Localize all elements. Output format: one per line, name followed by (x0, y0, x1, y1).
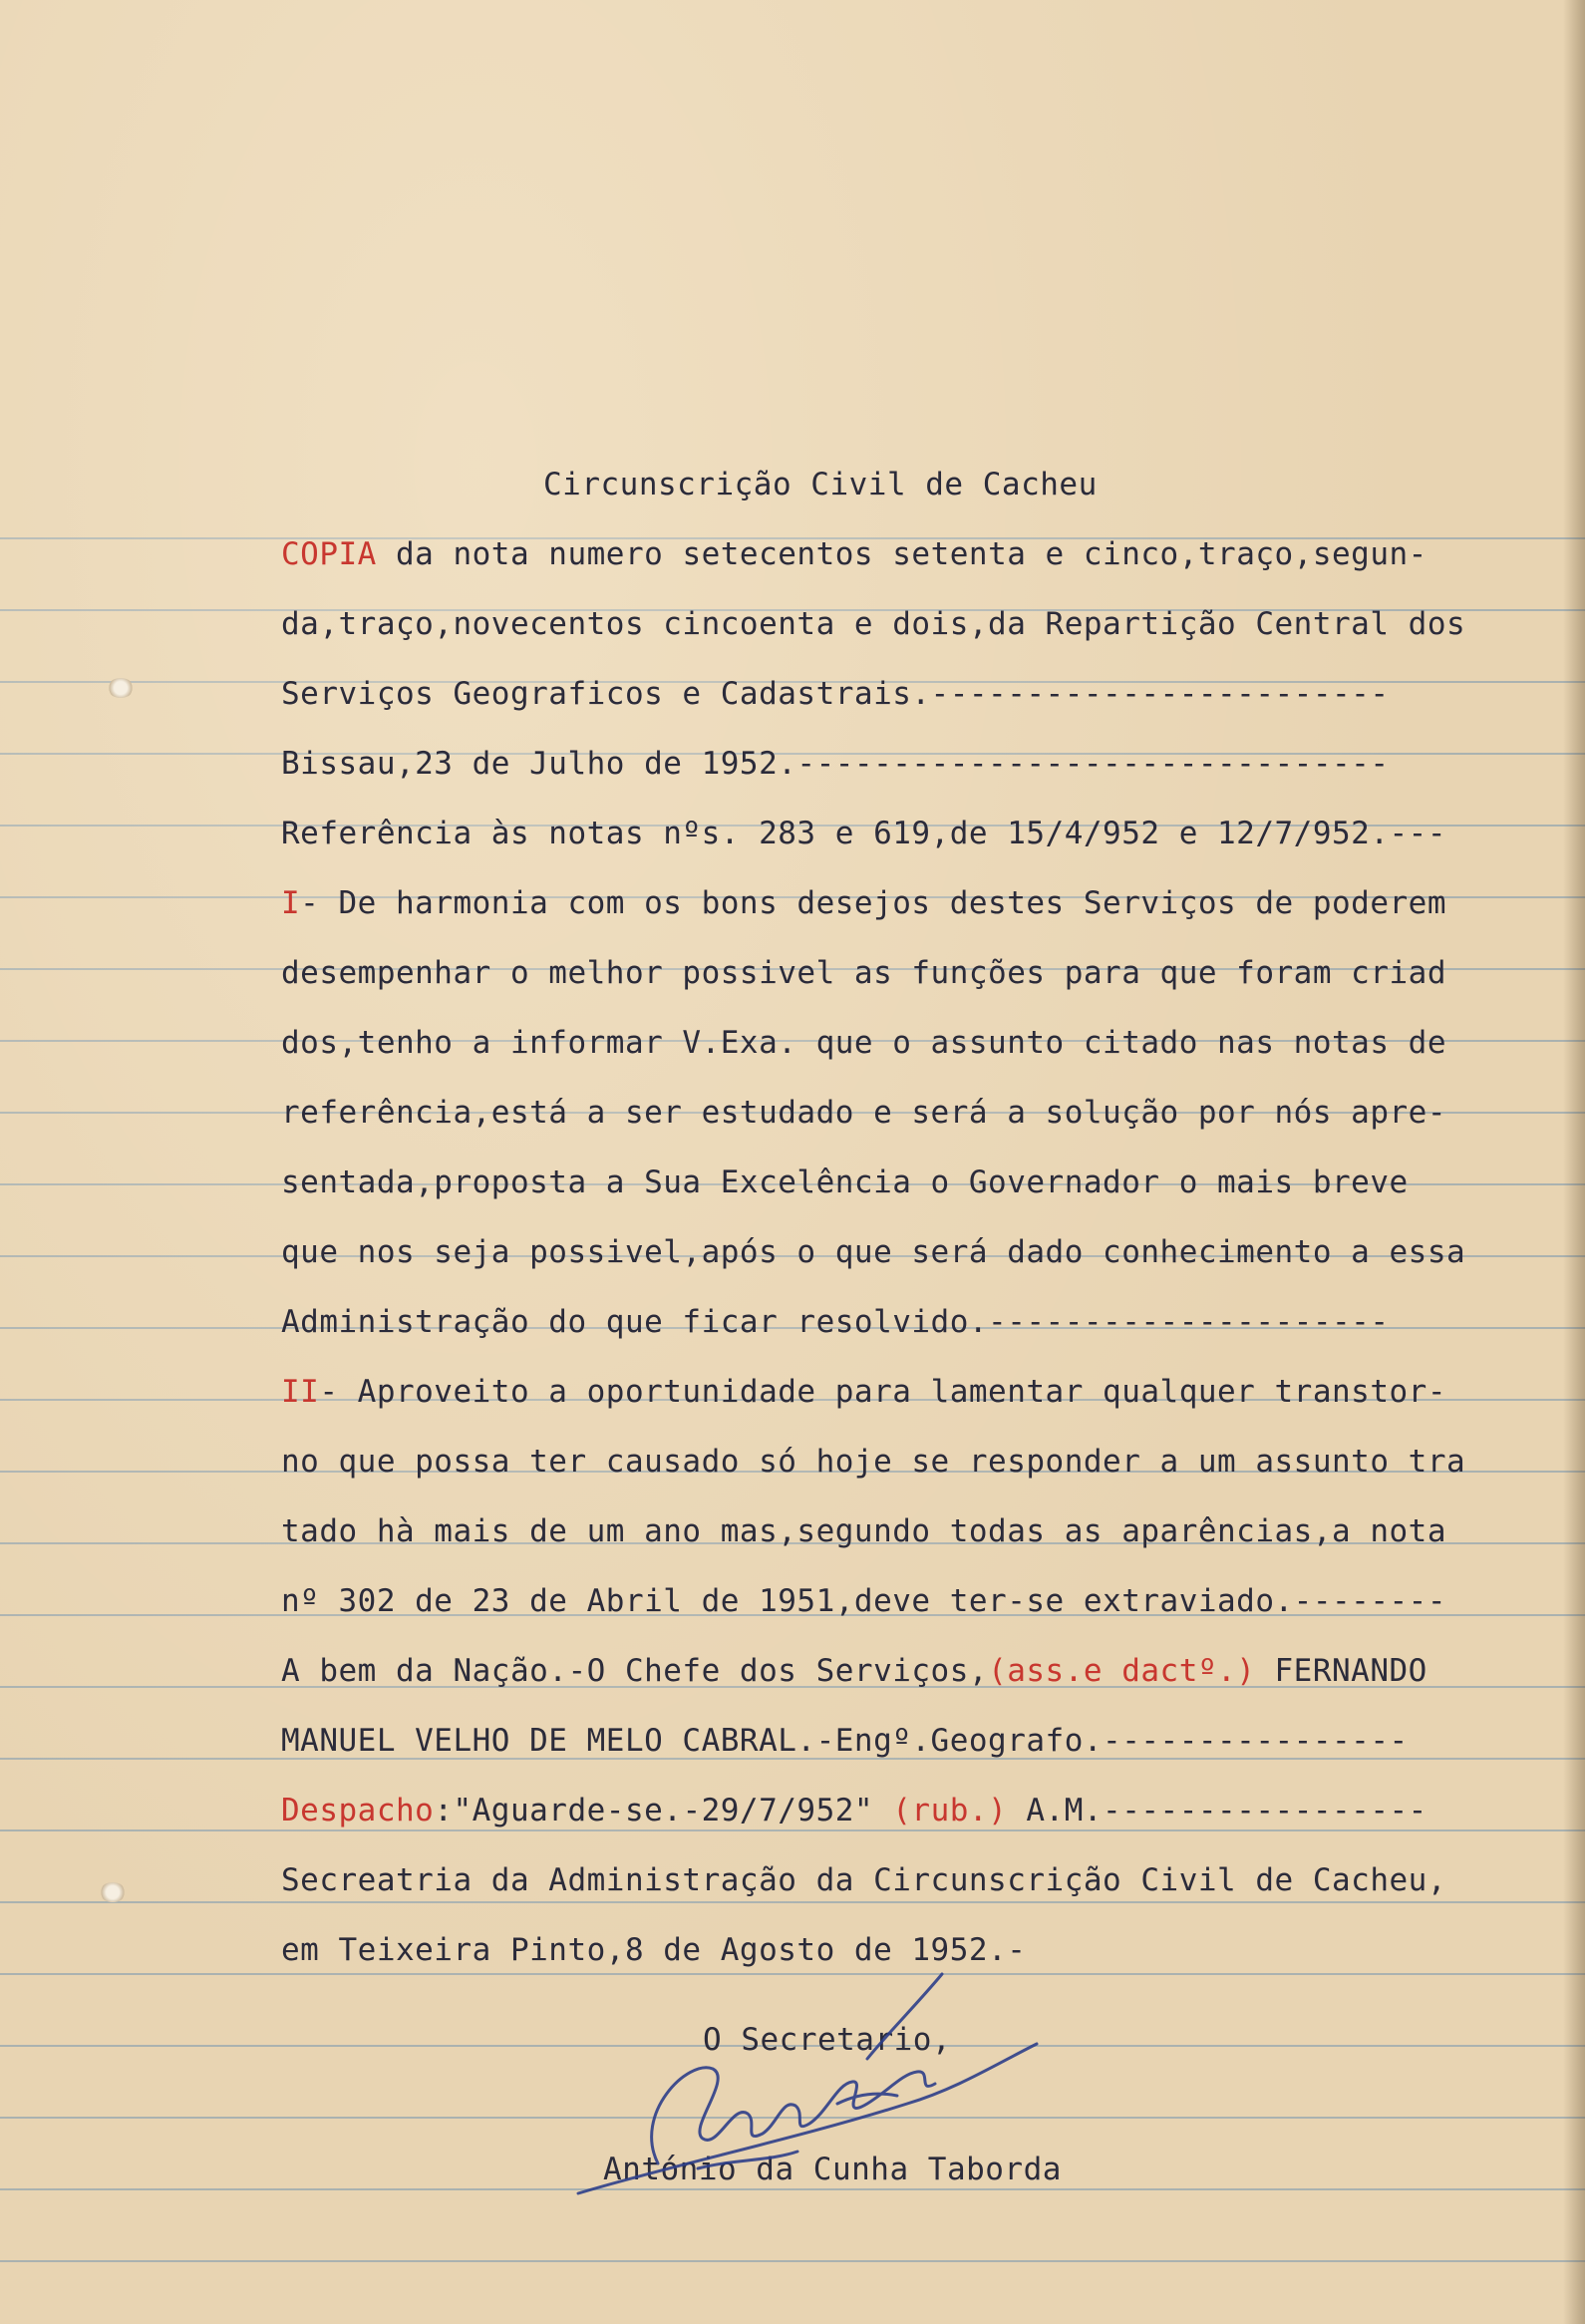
section-one-label: I (281, 885, 301, 921)
section-one-line-2: desempenhar o melhor possivel as funções para que foram criad (281, 955, 1446, 991)
document-title: Circunscrição Civil de Cacheu (543, 467, 1098, 502)
closing-line-2: MANUEL VELHO DE MELO CABRAL.-Engº.Geografo.---------------- (281, 1723, 1409, 1759)
punch-hole (108, 678, 134, 698)
section-one-line-6: que nos seja possivel,após o que será dado conhecimento a essa (281, 1234, 1466, 1270)
date-line: Bissau,23 de Julho de 1952.------------------------------- (281, 746, 1390, 782)
punch-hole (100, 1882, 126, 1902)
section-two-line-1 (281, 1372, 1527, 1412)
copy-line-1 (281, 534, 1527, 574)
copy-line-3: Serviços Geograficos e Cadastrais.------------------------ (281, 676, 1390, 712)
section-two-line-2: no que possa ter causado só hoje se responder a um assunto tra (281, 1444, 1466, 1480)
signatory-title: O Secretario, (703, 2022, 952, 2058)
section-two-label: II (281, 1374, 320, 1410)
section-one-line-1-text: - De harmonia com os bons desejos destes Serviços de poderem (300, 885, 1446, 921)
copy-line-2: da,traço,novecentos cincoenta e dois,da Repartição Central dos (281, 606, 1466, 642)
rubrica-note: (rub.) (892, 1793, 1008, 1828)
reference-line: Referência às notas nºs. 283 e 619,de 15/4/952 e 12/7/952.--- (281, 816, 1446, 851)
copy-label: COPIA (281, 536, 377, 572)
despacho-line (281, 1791, 1527, 1830)
secretaria-line-1: Secreatria da Administração da Circunscrição Civil de Cacheu, (281, 1862, 1446, 1898)
closing-line-1-text: A bem da Nação.-O Chefe dos Serviços, (281, 1653, 989, 1689)
section-one-line-1 (281, 883, 1527, 923)
section-two-line-1-text: - Aproveito a oportunidade para lamentar qualquer transtor- (319, 1374, 1446, 1410)
closing-line-1-name: FERNANDO (1255, 1653, 1427, 1689)
section-one-line-7: Administração do que ficar resolvido.--------------------- (281, 1304, 1390, 1340)
closing-line-1 (281, 1651, 1527, 1691)
signatory-name: António da Cunha Taborda (603, 2152, 1062, 2187)
copy-line-1-text: da nota numero setecentos setenta e cinco,traço,segun- (376, 536, 1427, 572)
section-two-line-3: tado hà mais de um ano mas,segundo todas as aparências,a nota (281, 1513, 1446, 1549)
section-one-line-4: referência,está a ser estudado e será a solução por nós apre- (281, 1095, 1446, 1131)
secretaria-line-2: em Teixeira Pinto,8 de Agosto de 1952.- (281, 1932, 1027, 1968)
section-one-line-5: sentada,proposta a Sua Excelência o Governador o mais breve (281, 1164, 1409, 1200)
despacho-label: Despacho (281, 1793, 435, 1828)
handwritten-signature (538, 1964, 1057, 2203)
despacho-initials: A.M.----------------- (1007, 1793, 1427, 1828)
signature-area (538, 1944, 1136, 2243)
despacho-text: :"Aguarde-se.-29/7/952" (434, 1793, 893, 1828)
section-two-line-4: nº 302 de 23 de Abril de 1951,deve ter-se extraviado.-------- (281, 1583, 1446, 1619)
ass-dact-note: (ass.e dactº.) (988, 1653, 1256, 1689)
section-one-line-3: dos,tenho a informar V.Exa. que o assunto citado nas notas de (281, 1025, 1446, 1061)
